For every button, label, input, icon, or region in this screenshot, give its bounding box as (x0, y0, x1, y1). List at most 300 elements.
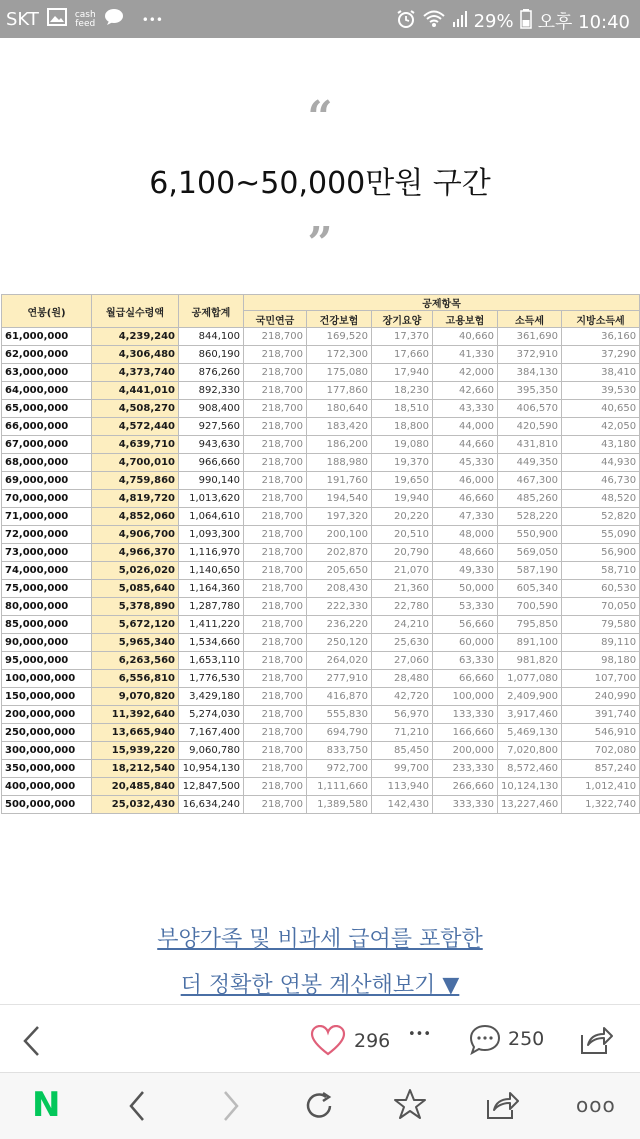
cell-local-tax: 60,530 (562, 580, 640, 598)
cell-pension: 218,700 (244, 400, 307, 418)
cell-income-tax: 7,020,800 (498, 742, 562, 760)
cell-net: 13,665,940 (92, 724, 179, 742)
cell-longterm-care: 19,370 (372, 454, 433, 472)
cell-annual: 350,000,000 (2, 760, 92, 778)
cell-annual: 80,000,000 (2, 598, 92, 616)
cell-income-tax: 981,820 (498, 652, 562, 670)
cell-pension: 218,700 (244, 652, 307, 670)
cell-local-tax: 56,900 (562, 544, 640, 562)
status-bar (0, 0, 640, 38)
refresh-icon[interactable] (302, 1089, 336, 1127)
cell-net: 18,212,540 (92, 760, 179, 778)
cell-longterm-care: 113,940 (372, 778, 433, 796)
cell-employment: 49,330 (433, 562, 498, 580)
cell-annual: 64,000,000 (2, 382, 92, 400)
cell-net: 4,639,710 (92, 436, 179, 454)
cell-employment: 44,660 (433, 436, 498, 454)
clock: 오후 10:40 (537, 12, 630, 33)
cell-pension: 218,700 (244, 490, 307, 508)
cell-total: 1,064,610 (179, 508, 244, 526)
cell-net: 25,032,430 (92, 796, 179, 814)
cell-annual: 400,000,000 (2, 778, 92, 796)
cell-annual: 71,000,000 (2, 508, 92, 526)
cell-longterm-care: 85,450 (372, 742, 433, 760)
table-row (2, 562, 640, 580)
table-row (2, 598, 640, 616)
table-row (2, 796, 640, 814)
table-row (2, 436, 640, 454)
table-body (2, 328, 640, 814)
cell-health: 169,520 (307, 328, 372, 346)
cell-income-tax: 5,469,130 (498, 724, 562, 742)
cell-income-tax: 431,810 (498, 436, 562, 454)
cell-longterm-care: 56,970 (372, 706, 433, 724)
cell-employment: 100,000 (433, 688, 498, 706)
table-row (2, 760, 640, 778)
cell-local-tax: 89,110 (562, 634, 640, 652)
cell-pension: 218,700 (244, 634, 307, 652)
cell-total: 1,287,780 (179, 598, 244, 616)
cell-total: 3,429,180 (179, 688, 244, 706)
cell-health: 200,100 (307, 526, 372, 544)
cash-feed-line1: cash (74, 9, 96, 20)
table-row (2, 688, 640, 706)
cell-net: 11,392,640 (92, 706, 179, 724)
cell-pension: 218,700 (244, 454, 307, 472)
cell-total: 1,534,660 (179, 634, 244, 652)
comment-count: 250 (508, 1028, 545, 1050)
cell-income-tax: 569,050 (498, 544, 562, 562)
cell-employment: 42,000 (433, 364, 498, 382)
cell-health: 205,650 (307, 562, 372, 580)
cell-longterm-care: 28,480 (372, 670, 433, 688)
calculator-link-line2[interactable]: 더 정확한 연봉 계산해보기 ▼ (180, 973, 460, 998)
cell-net: 9,070,820 (92, 688, 179, 706)
cell-income-tax: 395,350 (498, 382, 562, 400)
cell-net: 6,556,810 (92, 670, 179, 688)
cell-income-tax: 587,190 (498, 562, 562, 580)
header-annual: 연봉(원) (2, 295, 92, 328)
cell-pension: 218,700 (244, 562, 307, 580)
cell-employment: 333,330 (433, 796, 498, 814)
table-row (2, 508, 640, 526)
nav-back-icon[interactable] (126, 1089, 148, 1127)
table-row (2, 580, 640, 598)
table-row (2, 400, 640, 418)
cell-net: 4,239,240 (92, 328, 179, 346)
cell-local-tax: 240,990 (562, 688, 640, 706)
cell-annual: 300,000,000 (2, 742, 92, 760)
table-row (2, 616, 640, 634)
notification-more: ••• (141, 12, 163, 27)
cell-local-tax: 702,080 (562, 742, 640, 760)
cell-longterm-care: 20,220 (372, 508, 433, 526)
cell-income-tax: 13,227,460 (498, 796, 562, 814)
cell-income-tax: 550,900 (498, 526, 562, 544)
cell-total: 1,776,530 (179, 670, 244, 688)
cell-local-tax: 546,910 (562, 724, 640, 742)
bookmark-star-icon[interactable] (392, 1087, 428, 1127)
cell-total: 943,630 (179, 436, 244, 454)
cell-longterm-care: 19,080 (372, 436, 433, 454)
cell-net: 4,852,060 (92, 508, 179, 526)
cell-net: 4,306,480 (92, 346, 179, 364)
cell-health: 183,420 (307, 418, 372, 436)
cell-employment: 47,330 (433, 508, 498, 526)
cell-net: 4,906,700 (92, 526, 179, 544)
cell-annual: 75,000,000 (2, 580, 92, 598)
cell-employment: 266,660 (433, 778, 498, 796)
cell-local-tax: 46,730 (562, 472, 640, 490)
cell-local-tax: 38,410 (562, 364, 640, 382)
cell-net: 4,572,440 (92, 418, 179, 436)
cell-health: 416,870 (307, 688, 372, 706)
cell-local-tax: 1,322,740 (562, 796, 640, 814)
cell-annual: 500,000,000 (2, 796, 92, 814)
cell-pension: 218,700 (244, 526, 307, 544)
header-total: 공제합계 (179, 295, 244, 328)
cell-longterm-care: 17,370 (372, 328, 433, 346)
chat-bubble-icon (104, 8, 124, 31)
alarm-icon (396, 9, 416, 34)
cell-income-tax: 384,130 (498, 364, 562, 382)
cell-local-tax: 40,650 (562, 400, 640, 418)
header-pension: 국민연금 (244, 311, 307, 328)
header-employment: 고용보험 (433, 311, 498, 328)
cell-income-tax: 2,409,900 (498, 688, 562, 706)
header-net: 월급실수령액 (92, 295, 179, 328)
cell-employment: 233,330 (433, 760, 498, 778)
cell-longterm-care: 20,790 (372, 544, 433, 562)
cell-total: 16,634,240 (179, 796, 244, 814)
cell-total: 5,274,030 (179, 706, 244, 724)
cell-employment: 46,000 (433, 472, 498, 490)
cell-income-tax: 449,350 (498, 454, 562, 472)
cell-employment: 56,660 (433, 616, 498, 634)
cell-annual: 74,000,000 (2, 562, 92, 580)
cell-pension: 218,700 (244, 364, 307, 382)
cell-employment: 63,330 (433, 652, 498, 670)
cell-pension: 218,700 (244, 796, 307, 814)
cell-health: 197,320 (307, 508, 372, 526)
nav-forward-icon[interactable] (220, 1089, 242, 1127)
cell-total: 1,140,650 (179, 562, 244, 580)
cell-health: 555,830 (307, 706, 372, 724)
cell-pension: 218,700 (244, 580, 307, 598)
cell-employment: 45,330 (433, 454, 498, 472)
header-health: 건강보험 (307, 311, 372, 328)
cell-income-tax: 3,917,460 (498, 706, 562, 724)
table-row (2, 490, 640, 508)
cell-local-tax: 36,160 (562, 328, 640, 346)
heart-icon[interactable] (310, 1025, 346, 1061)
cell-total: 1,116,970 (179, 544, 244, 562)
cell-pension: 218,700 (244, 328, 307, 346)
cell-total: 1,164,360 (179, 580, 244, 598)
cell-health: 833,750 (307, 742, 372, 760)
header-longterm-care: 장기요양 (372, 311, 433, 328)
cell-longterm-care: 20,510 (372, 526, 433, 544)
cell-local-tax: 44,930 (562, 454, 640, 472)
cell-employment: 44,000 (433, 418, 498, 436)
cell-longterm-care: 71,210 (372, 724, 433, 742)
cell-health: 972,700 (307, 760, 372, 778)
cell-longterm-care: 142,430 (372, 796, 433, 814)
cell-income-tax: 372,910 (498, 346, 562, 364)
cell-pension: 218,700 (244, 436, 307, 454)
table-row (2, 328, 640, 346)
cell-total: 7,167,400 (179, 724, 244, 742)
cell-net: 4,819,720 (92, 490, 179, 508)
table-row (2, 364, 640, 382)
cell-pension: 218,700 (244, 742, 307, 760)
cell-total: 990,140 (179, 472, 244, 490)
cell-pension: 218,700 (244, 760, 307, 778)
comment-icon[interactable] (468, 1023, 502, 1061)
article-toolbar (0, 1004, 640, 1073)
close-quote-mark: ” (307, 218, 333, 269)
back-arrow-icon[interactable] (20, 1025, 44, 1061)
naver-home-logo[interactable]: N (32, 1085, 61, 1125)
cash-feed-line2: feed (75, 18, 96, 29)
table-row (2, 742, 640, 760)
cell-health: 188,980 (307, 454, 372, 472)
cell-employment: 133,330 (433, 706, 498, 724)
cell-local-tax: 1,012,410 (562, 778, 640, 796)
cell-pension: 218,700 (244, 616, 307, 634)
table-row (2, 670, 640, 688)
cell-health: 694,790 (307, 724, 372, 742)
header-local-tax: 지방소득세 (562, 311, 640, 328)
cell-local-tax: 39,530 (562, 382, 640, 400)
cell-local-tax: 48,520 (562, 490, 640, 508)
cell-income-tax: 795,850 (498, 616, 562, 634)
gallery-icon (47, 8, 67, 31)
browser-bottom-nav (0, 1072, 640, 1139)
cell-pension: 218,700 (244, 706, 307, 724)
cell-local-tax: 70,050 (562, 598, 640, 616)
table-row (2, 706, 640, 724)
cell-health: 1,111,660 (307, 778, 372, 796)
cell-income-tax: 8,572,460 (498, 760, 562, 778)
table-row (2, 652, 640, 670)
cell-total: 12,847,500 (179, 778, 244, 796)
cell-annual: 68,000,000 (2, 454, 92, 472)
cell-pension: 218,700 (244, 724, 307, 742)
cell-total: 1,013,620 (179, 490, 244, 508)
cell-annual: 67,000,000 (2, 436, 92, 454)
table-row (2, 544, 640, 562)
carrier-label: SKT (6, 9, 39, 30)
cell-annual: 90,000,000 (2, 634, 92, 652)
cell-local-tax: 55,090 (562, 526, 640, 544)
cell-longterm-care: 25,630 (372, 634, 433, 652)
cell-local-tax: 42,050 (562, 418, 640, 436)
cell-net: 4,700,010 (92, 454, 179, 472)
cell-annual: 250,000,000 (2, 724, 92, 742)
more-options-icon[interactable]: ••• (408, 1027, 432, 1042)
cell-health: 208,430 (307, 580, 372, 598)
cell-net: 6,263,560 (92, 652, 179, 670)
cell-income-tax: 420,590 (498, 418, 562, 436)
cell-health: 180,640 (307, 400, 372, 418)
cell-employment: 42,660 (433, 382, 498, 400)
cell-health: 177,860 (307, 382, 372, 400)
cell-net: 5,378,890 (92, 598, 179, 616)
table-row (2, 472, 640, 490)
cell-total: 876,260 (179, 364, 244, 382)
cell-net: 4,759,860 (92, 472, 179, 490)
cell-income-tax: 10,124,130 (498, 778, 562, 796)
cell-annual: 70,000,000 (2, 490, 92, 508)
header-group: 공제항목 (244, 295, 640, 311)
cell-health: 191,760 (307, 472, 372, 490)
cell-longterm-care: 17,660 (372, 346, 433, 364)
cell-net: 4,441,010 (92, 382, 179, 400)
cell-longterm-care: 99,700 (372, 760, 433, 778)
cell-net: 15,939,220 (92, 742, 179, 760)
cell-annual: 100,000,000 (2, 670, 92, 688)
cell-total: 908,400 (179, 400, 244, 418)
cell-local-tax: 391,740 (562, 706, 640, 724)
cell-total: 927,560 (179, 418, 244, 436)
cell-local-tax: 857,240 (562, 760, 640, 778)
table-row (2, 526, 640, 544)
cell-pension: 218,700 (244, 598, 307, 616)
cell-annual: 66,000,000 (2, 418, 92, 436)
cell-total: 1,411,220 (179, 616, 244, 634)
cell-income-tax: 485,260 (498, 490, 562, 508)
calculator-link-line1[interactable]: 부양가족 및 비과세 급여를 포함한 (157, 927, 483, 952)
cell-income-tax: 467,300 (498, 472, 562, 490)
cell-income-tax: 361,690 (498, 328, 562, 346)
cell-total: 892,330 (179, 382, 244, 400)
cell-health: 277,910 (307, 670, 372, 688)
cell-employment: 46,660 (433, 490, 498, 508)
cell-longterm-care: 21,070 (372, 562, 433, 580)
cell-income-tax: 891,100 (498, 634, 562, 652)
cell-longterm-care: 27,060 (372, 652, 433, 670)
cell-pension: 218,700 (244, 346, 307, 364)
cell-total: 1,653,110 (179, 652, 244, 670)
cell-longterm-care: 19,940 (372, 490, 433, 508)
cell-annual: 200,000,000 (2, 706, 92, 724)
cell-total: 10,954,130 (179, 760, 244, 778)
open-quote-mark: “ (307, 92, 333, 143)
cell-net: 4,966,370 (92, 544, 179, 562)
cell-longterm-care: 21,360 (372, 580, 433, 598)
cell-employment: 66,660 (433, 670, 498, 688)
cell-employment: 60,000 (433, 634, 498, 652)
cell-annual: 69,000,000 (2, 472, 92, 490)
cell-pension: 218,700 (244, 508, 307, 526)
cell-health: 1,389,580 (307, 796, 372, 814)
cell-employment: 48,000 (433, 526, 498, 544)
cell-pension: 218,700 (244, 670, 307, 688)
cell-employment: 43,330 (433, 400, 498, 418)
signal-icon (452, 10, 468, 33)
cell-longterm-care: 18,800 (372, 418, 433, 436)
cell-longterm-care: 18,230 (372, 382, 433, 400)
cell-pension: 218,700 (244, 472, 307, 490)
cell-health: 202,870 (307, 544, 372, 562)
cell-total: 9,060,780 (179, 742, 244, 760)
cell-employment: 40,660 (433, 328, 498, 346)
cell-employment: 50,000 (433, 580, 498, 598)
cell-health: 175,080 (307, 364, 372, 382)
cell-total: 966,660 (179, 454, 244, 472)
cell-pension: 218,700 (244, 382, 307, 400)
wifi-icon (422, 9, 446, 34)
cell-net: 5,085,640 (92, 580, 179, 598)
browser-menu-icon[interactable]: ooo (576, 1093, 616, 1117)
cell-income-tax: 406,570 (498, 400, 562, 418)
cell-employment: 200,000 (433, 742, 498, 760)
table-row (2, 418, 640, 436)
cell-annual: 95,000,000 (2, 652, 92, 670)
cell-longterm-care: 19,650 (372, 472, 433, 490)
cell-health: 236,220 (307, 616, 372, 634)
cell-annual: 150,000,000 (2, 688, 92, 706)
cell-health: 264,020 (307, 652, 372, 670)
cell-income-tax: 605,340 (498, 580, 562, 598)
table-row (2, 778, 640, 796)
salary-table (1, 294, 640, 814)
cell-annual: 61,000,000 (2, 328, 92, 346)
cell-health: 194,540 (307, 490, 372, 508)
cell-net: 5,965,340 (92, 634, 179, 652)
cell-local-tax: 107,700 (562, 670, 640, 688)
cell-total: 1,093,300 (179, 526, 244, 544)
cell-pension: 218,700 (244, 418, 307, 436)
table-row (2, 724, 640, 742)
cell-health: 250,120 (307, 634, 372, 652)
cell-health: 172,300 (307, 346, 372, 364)
cell-health: 186,200 (307, 436, 372, 454)
cell-total: 844,100 (179, 328, 244, 346)
cell-longterm-care: 24,210 (372, 616, 433, 634)
header-income-tax: 소득세 (498, 311, 562, 328)
table-row (2, 382, 640, 400)
cell-income-tax: 1,077,080 (498, 670, 562, 688)
cell-income-tax: 528,220 (498, 508, 562, 526)
cell-annual: 65,000,000 (2, 400, 92, 418)
cell-local-tax: 79,580 (562, 616, 640, 634)
browser-share-icon[interactable] (484, 1087, 520, 1127)
section-heading: 6,100~50,000만원 구간 (149, 166, 491, 201)
cell-employment: 166,660 (433, 724, 498, 742)
cell-pension: 218,700 (244, 778, 307, 796)
cell-local-tax: 98,180 (562, 652, 640, 670)
cell-total: 860,190 (179, 346, 244, 364)
share-icon[interactable] (578, 1023, 614, 1061)
table-row (2, 346, 640, 364)
cell-net: 5,026,020 (92, 562, 179, 580)
table-row (2, 454, 640, 472)
cell-longterm-care: 17,940 (372, 364, 433, 382)
cell-income-tax: 700,590 (498, 598, 562, 616)
cell-local-tax: 52,820 (562, 508, 640, 526)
like-count: 296 (354, 1030, 391, 1052)
table-row (2, 634, 640, 652)
battery-icon (520, 9, 532, 34)
cell-net: 5,672,120 (92, 616, 179, 634)
cell-annual: 63,000,000 (2, 364, 92, 382)
cell-net: 20,485,840 (92, 778, 179, 796)
cell-health: 222,330 (307, 598, 372, 616)
cell-annual: 73,000,000 (2, 544, 92, 562)
cell-longterm-care: 22,780 (372, 598, 433, 616)
